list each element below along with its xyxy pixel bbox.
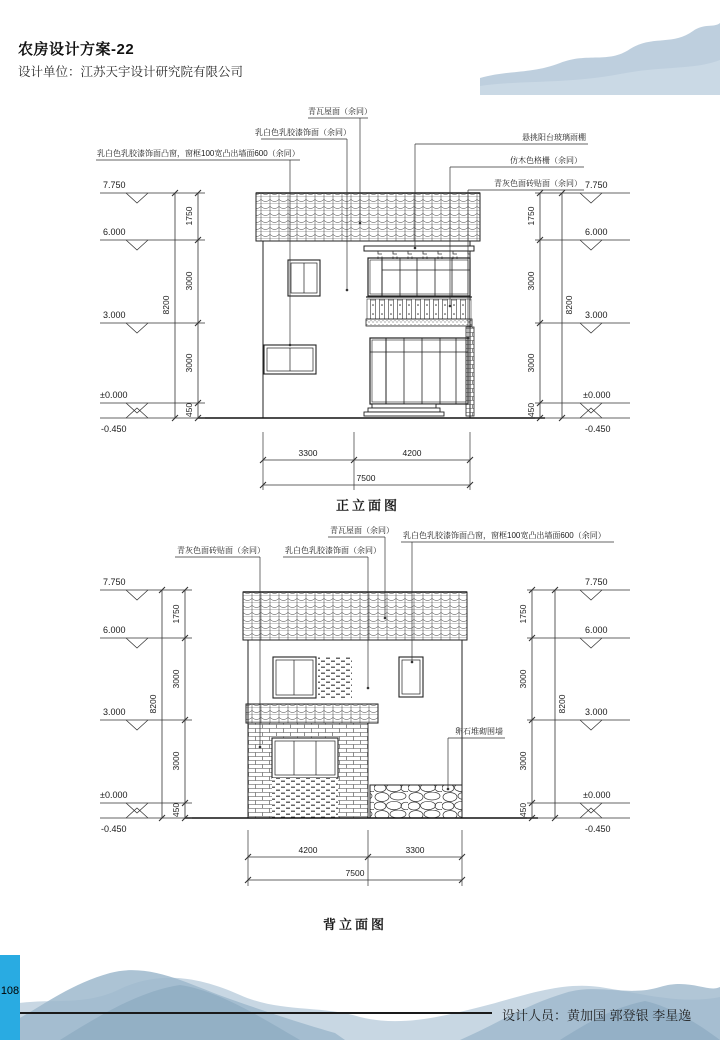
svg-text:3.000: 3.000 — [103, 707, 126, 717]
svg-text:450: 450 — [184, 402, 194, 418]
front-elevation-drawing — [85, 95, 640, 515]
svg-text:-0.450: -0.450 — [585, 824, 611, 834]
svg-text:8200: 8200 — [161, 295, 171, 315]
svg-text:450: 450 — [526, 402, 536, 418]
front-roof-tiles — [256, 193, 480, 241]
svg-text:7500: 7500 — [345, 868, 365, 878]
back-small-window — [399, 657, 423, 697]
svg-text:卵石堆砌围墙: 卵石堆砌围墙 — [455, 727, 503, 736]
svg-text:青灰色面砖贴面（余同）: 青灰色面砖贴面（余同） — [177, 546, 265, 555]
svg-text:仿木色格栅（余同）: 仿木色格栅（余同） — [510, 156, 582, 165]
svg-text:3000: 3000 — [171, 751, 181, 771]
svg-text:7500: 7500 — [356, 473, 376, 483]
svg-text:6.000: 6.000 — [103, 227, 126, 237]
svg-text:3000: 3000 — [184, 353, 194, 373]
front-right-dimension-chain — [535, 190, 630, 421]
svg-text:450: 450 — [171, 802, 181, 818]
svg-text:1750: 1750 — [526, 206, 536, 226]
svg-text:3000: 3000 — [171, 669, 181, 689]
svg-text:4200: 4200 — [402, 448, 422, 458]
svg-text:3000: 3000 — [518, 751, 528, 771]
svg-text:乳白色乳胶漆饰面（余同）: 乳白色乳胶漆饰面（余同） — [285, 546, 381, 555]
front-building — [198, 193, 545, 418]
back-brick-patch-lower — [272, 778, 338, 818]
svg-text:青瓦屋面（余同）: 青瓦屋面（余同） — [308, 107, 372, 116]
svg-text:3.000: 3.000 — [585, 310, 608, 320]
back-groundfloor-window — [272, 738, 338, 778]
page-title: 农房设计方案-22 — [18, 41, 135, 58]
mountain-watercolor-top — [480, 0, 720, 95]
svg-text:±0.000: ±0.000 — [583, 790, 611, 800]
front-elevation-title: 正立面图 — [335, 498, 401, 513]
back-building — [185, 592, 538, 818]
svg-text:-0.450: -0.450 — [101, 424, 127, 434]
svg-text:7.750: 7.750 — [103, 180, 126, 190]
front-upper-window — [288, 260, 320, 296]
back-left-dimension-text — [100, 577, 181, 834]
svg-text:8200: 8200 — [564, 295, 574, 315]
back-right-dimension-chain — [527, 587, 630, 821]
front-left-dimension-text — [100, 180, 194, 434]
svg-text:青灰色面砖贴面（余同）: 青灰色面砖贴面（余同） — [494, 179, 582, 188]
svg-text:6.000: 6.000 — [585, 227, 608, 237]
svg-text:7.750: 7.750 — [103, 577, 126, 587]
back-lower-roof — [246, 704, 378, 723]
svg-text:1750: 1750 — [184, 206, 194, 226]
front-lower-window — [264, 345, 316, 374]
svg-text:3300: 3300 — [405, 845, 425, 855]
svg-text:1750: 1750 — [171, 604, 181, 624]
svg-text:1750: 1750 — [518, 604, 528, 624]
svg-text:±0.000: ±0.000 — [100, 390, 128, 400]
front-right-dimension-text — [526, 180, 611, 434]
svg-text:悬挑阳台玻璃雨棚: 悬挑阳台玻璃雨棚 — [522, 133, 586, 142]
svg-text:3000: 3000 — [526, 353, 536, 373]
back-brick-patch — [318, 656, 352, 698]
design-unit: 设计单位：江苏天宇设计研究院有限公司 — [18, 65, 244, 79]
svg-text:3.000: 3.000 — [103, 310, 126, 320]
mountain-watercolor-bottom — [0, 945, 720, 1040]
front-balcony-slab — [366, 319, 472, 326]
svg-text:±0.000: ±0.000 — [100, 790, 128, 800]
svg-text:-0.450: -0.450 — [101, 824, 127, 834]
svg-text:6.000: 6.000 — [103, 625, 126, 635]
back-roof-tiles — [243, 592, 467, 640]
svg-text:3000: 3000 — [518, 669, 528, 689]
back-upper-window — [273, 657, 316, 698]
svg-text:乳白色乳胶漆饰面（余同）: 乳白色乳胶漆饰面（余同） — [255, 128, 351, 137]
svg-text:3300: 3300 — [298, 448, 318, 458]
page-number-bar — [0, 955, 20, 1040]
svg-text:±0.000: ±0.000 — [583, 390, 611, 400]
back-elevation-drawing — [85, 515, 640, 940]
svg-text:7.750: 7.750 — [585, 577, 608, 587]
front-brick-pilaster — [466, 327, 474, 416]
svg-text:-0.450: -0.450 — [585, 424, 611, 434]
svg-text:3000: 3000 — [526, 271, 536, 291]
svg-text:8200: 8200 — [148, 694, 158, 714]
front-balcony-railing — [366, 297, 472, 326]
back-width-dimension-text — [299, 845, 425, 878]
svg-text:3000: 3000 — [184, 271, 194, 291]
svg-text:8200: 8200 — [557, 694, 567, 714]
front-width-dimension-text — [299, 448, 422, 483]
front-glass-canopy — [364, 246, 474, 259]
svg-text:乳白色乳胶漆饰面凸窗，窗框100宽凸出墙面600（余同）: 乳白色乳胶漆饰面凸窗，窗框100宽凸出墙面600（余同） — [97, 149, 300, 158]
designers-credit: 设计人员：黄加国 郭登银 李星逸 — [502, 1008, 692, 1023]
svg-text:7.750: 7.750 — [585, 180, 608, 190]
svg-text:450: 450 — [518, 802, 528, 818]
page-number: 108 — [0, 985, 20, 997]
front-steps — [364, 404, 444, 416]
svg-text:3.000: 3.000 — [585, 707, 608, 717]
svg-text:4200: 4200 — [298, 845, 318, 855]
svg-text:青瓦屋面（余同）: 青瓦屋面（余同） — [330, 526, 394, 535]
svg-text:乳白色乳胶漆饰面凸窗，窗框100宽凸出墙面600（余同）: 乳白色乳胶漆饰面凸窗，窗框100宽凸出墙面600（余同） — [403, 531, 606, 540]
back-elevation-title: 背立面图 — [322, 917, 388, 932]
svg-text:6.000: 6.000 — [585, 625, 608, 635]
footer-rule — [20, 1012, 492, 1014]
